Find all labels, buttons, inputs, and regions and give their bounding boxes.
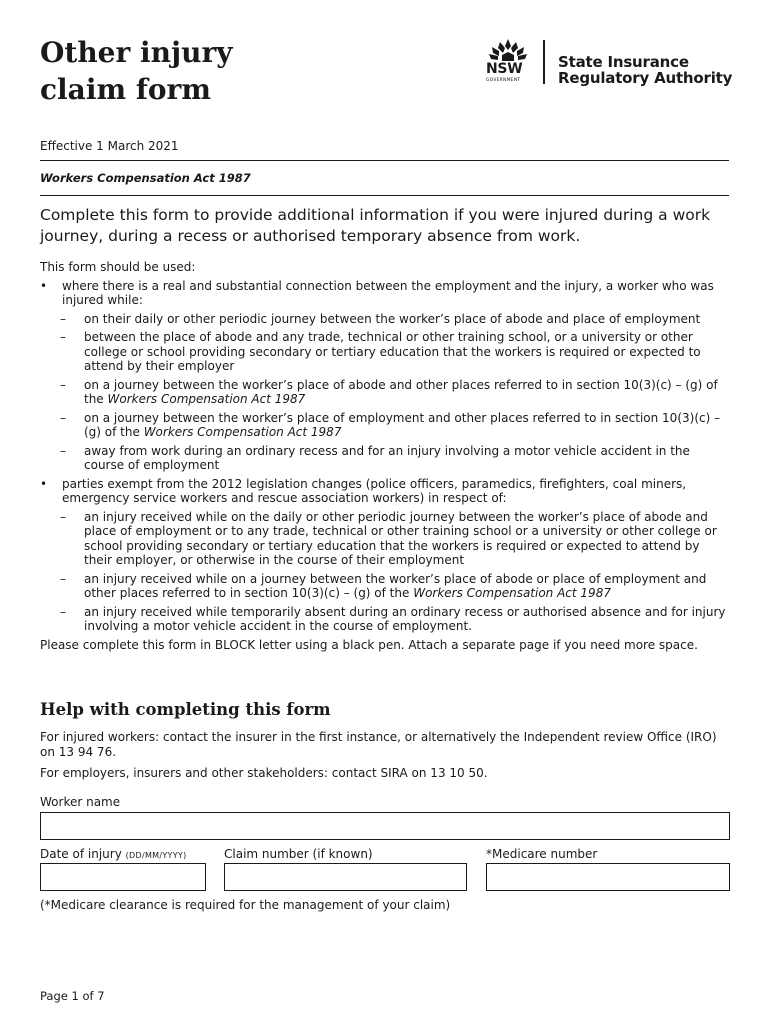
bullet-mark: •	[40, 476, 48, 491]
list-item-text: parties exempt from the 2012 legislation changes (police officers, paramedics, firefighters, coal miners, emergency service workers and rescue association workers) in respect of:	[62, 476, 687, 505]
help-employers: For employers, insurers and other stakeholders: contact SIRA on 13 10 50.	[40, 766, 488, 780]
sub-list-item	[40, 444, 730, 473]
intro-text: Complete this form to provide additional information if you were injured during a work journey, during a recess or authorised temporary absence from work.	[40, 206, 711, 245]
sub-list-item	[40, 312, 730, 327]
effective-date: Effective 1 March 2021	[40, 139, 179, 153]
date-of-injury-field[interactable]	[40, 863, 206, 891]
list-item	[40, 477, 730, 506]
sub-list-item	[40, 378, 730, 407]
sira-wordmark	[558, 54, 732, 86]
page-title	[40, 34, 370, 108]
claim-number-field[interactable]	[224, 863, 467, 891]
dash-mark: –	[60, 571, 66, 586]
help-section	[40, 730, 730, 788]
act-reference: Workers Compensation Act 1987	[40, 171, 251, 185]
sub-list-item	[40, 330, 730, 374]
sub-list-item-text: an injury received while on a journey between the worker’s place of abode or place of employment and other places referred to in section 10(3)(c) – (g) of the	[84, 571, 707, 600]
nsw-wordmark: NSW	[486, 61, 523, 77]
date-of-injury-label-text: Date of injury	[40, 847, 122, 861]
logo-divider	[543, 40, 545, 84]
sub-list-item-text: an injury received while on the daily or other periodic journey between the worker’s place of abode and place of employment or to any trade, technical or other training school or a university or other college or school providing secondary or tertiary education that the workers is required or expected to attend by their employer, or otherwise in the course of their employment	[84, 509, 717, 567]
medicare-number-label: *Medicare number	[486, 847, 598, 861]
sub-list-item	[40, 510, 730, 568]
sub-list-item-text: away from work during an ordinary recess and for an injury involving a motor vehicle accident in the course of employment	[84, 443, 690, 472]
bullet-mark: •	[40, 278, 48, 293]
act-italic: Workers Compensation Act 1987	[413, 586, 611, 600]
sub-list-item-text: an injury received while temporarily absent during an ordinary recess or authorised absence and for injury involving a motor vehicle accident in the course of employment.	[84, 604, 726, 633]
nsw-sira-logo	[484, 38, 734, 90]
sub-list-item-text: on a journey between the worker’s place of abode and other places referred to in section 10(3)(c) – (g) of the	[84, 377, 718, 406]
title-line-2: claim form	[40, 73, 211, 106]
worker-name-label: Worker name	[40, 795, 121, 809]
worker-name-field[interactable]	[40, 812, 730, 840]
list-item	[40, 279, 730, 308]
medicare-number-field[interactable]	[486, 863, 730, 891]
closing-instruction: Please complete this form in BLOCK letter using a black pen. Attach a separate page if you need more space.	[40, 637, 698, 652]
claim-number-label: Claim number (if known)	[224, 847, 373, 861]
dash-mark: –	[60, 509, 66, 524]
list-item-text: where there is a real and substantial connection between the employment and the injury, a worker who was injured while:	[62, 278, 714, 307]
medicare-note: (*Medicare clearance is required for the management of your claim)	[40, 898, 451, 912]
government-wordmark: GOVERNMENT	[486, 78, 521, 83]
dash-mark: –	[60, 377, 66, 392]
help-heading: Help with completing this form	[40, 700, 331, 719]
act-italic: Workers Compensation Act 1987	[107, 392, 306, 406]
dash-mark: –	[60, 330, 66, 344]
sub-list-item	[40, 572, 730, 601]
sira-line-2: Regulatory Authority	[558, 69, 733, 87]
divider	[40, 160, 729, 161]
sub-list-item	[40, 605, 730, 634]
divider	[40, 195, 729, 196]
dash-mark: –	[60, 604, 66, 619]
usage-section	[40, 260, 730, 652]
dash-mark: –	[60, 311, 66, 326]
usage-lead: This form should be used:	[40, 260, 196, 274]
sub-list-item	[40, 411, 730, 440]
act-italic: Workers Compensation Act 1987	[143, 425, 342, 439]
help-injured-workers: For injured workers: contact the insurer in the first instance, or alternatively the Independent review Office (IRO) on 13 94 76.	[40, 730, 717, 759]
dash-mark: –	[60, 410, 66, 425]
sub-list-item-text: on their daily or other periodic journey between the worker’s place of abode and place of employment	[84, 311, 701, 326]
sub-list-item-text: on a journey between the worker’s place of employment and other places referred to in section 10(3)(c) – (g) of the	[84, 410, 721, 439]
date-format-hint: (DD/MM/YYYY)	[125, 851, 187, 860]
sira-line-1: State Insurance	[558, 53, 689, 71]
dash-mark: –	[60, 443, 66, 458]
page-number: Page 1 of 7	[40, 989, 105, 1003]
title-line-1: Other injury	[40, 36, 233, 69]
sub-list-item-text: between the place of abode and any trade, technical or other training school, or a university or other college or school providing secondary or tertiary education that the workers is required or expected to attend by their employer	[84, 330, 701, 373]
nsw-government-logo	[484, 38, 532, 90]
date-of-injury-label	[40, 847, 187, 861]
